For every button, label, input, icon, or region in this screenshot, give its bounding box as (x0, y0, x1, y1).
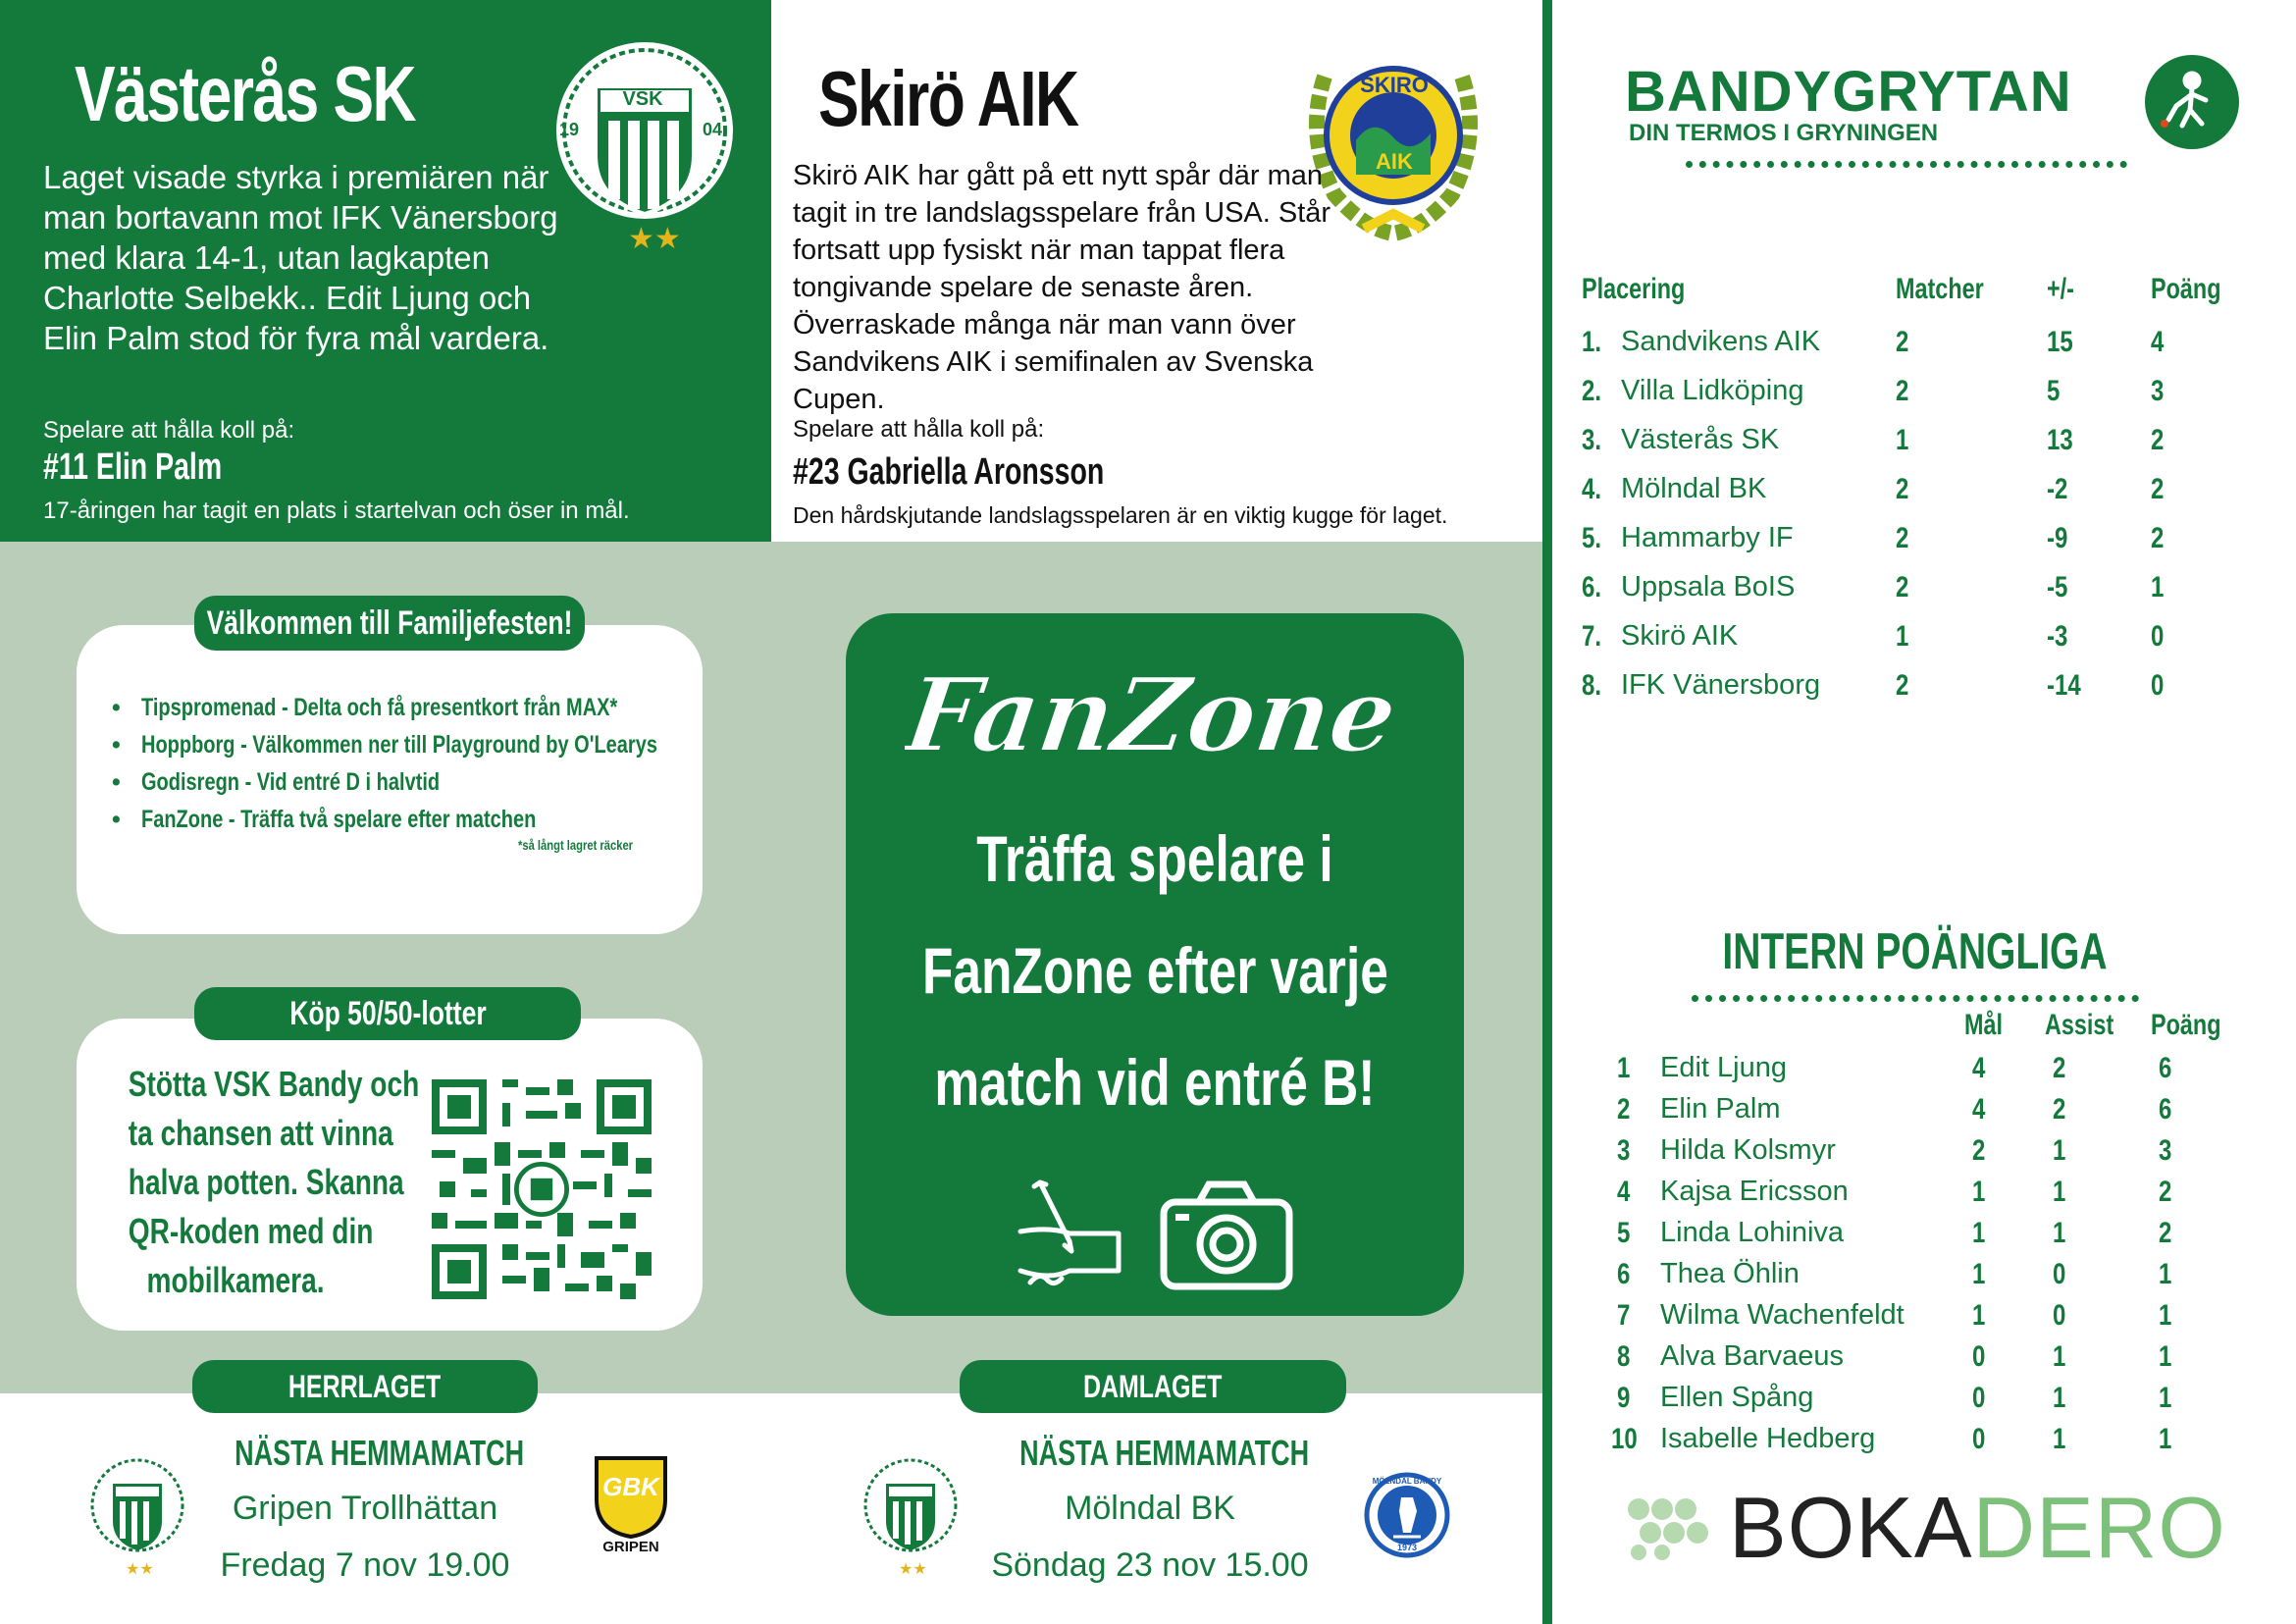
skiro-panel (771, 0, 1542, 542)
damlaget-when: Söndag 23 nov 15.00 (991, 1546, 1309, 1584)
family-title: Välkommen till Familjefesten! (194, 596, 585, 651)
vasteras-watch-desc: 17-åringen har tagit en plats i startelvan och öser in mål. (43, 498, 630, 524)
table-row: 5. Hammarby IF 2 -9 2 (1582, 522, 2165, 554)
molndal-logo-text: MÖLNDAL BANDY (1372, 1477, 1442, 1486)
qr-code[interactable] (432, 1079, 652, 1299)
table-row: 3 Hilda Kolsmyr 2 1 3 (1617, 1134, 2172, 1167)
table-row: 9 Ellen Spång 0 1 1 (1617, 1382, 2172, 1414)
fanzone-line-3: match vid entré B! (934, 1046, 1376, 1119)
sponsor-logo: BOKADERO (1729, 1479, 2226, 1576)
vasteras-panel (0, 0, 771, 542)
table-row: 7 Wilma Wachenfeldt 1 0 1 (1617, 1299, 2172, 1332)
bandy-player-icon (2145, 55, 2239, 149)
list-item: • Hoppborg - Välkommen ner till Playground by O'Learys (112, 726, 786, 763)
list-item: • FanZone - Träffa två spelare efter matchen (112, 801, 786, 838)
herrlaget-subtitle: NÄSTA HEMMAMATCH (235, 1433, 525, 1473)
standings-header-diff: +/- (2047, 273, 2074, 305)
table-row: 10 Isabelle Hedberg 0 1 1 (1611, 1423, 2172, 1455)
herrlaget-opponent: Gripen Trollhättan (232, 1490, 498, 1527)
family-card (77, 625, 703, 934)
points-rows (1611, 1052, 2259, 1464)
vsk-crest-year-right: 04 (703, 120, 723, 139)
standings-header-points: Poäng (2151, 273, 2221, 305)
vsk-crest-small-2 (861, 1456, 960, 1584)
fanzone-logo (905, 653, 1415, 770)
gripen-logo-text: GBK (602, 1472, 659, 1501)
column-divider (1542, 0, 1552, 1624)
skiro-body: Skirö AIK har gått på ett nytt spår där man tagit in tre landslagsspelare från USA. Står fortsatt upp fysiskt när man tappat flera tongivande spelare de senaste åren. Överraskade många när man vann över Sandvikens AIK i semifinalen av Svenska Cupen. (793, 160, 1331, 415)
family-footnote: *så långt lagret räcker (518, 837, 634, 853)
bokadero-dots-icon (1625, 1492, 1723, 1560)
points-header-points: Poäng (2151, 1009, 2221, 1041)
points-title: INTERN POÄNGLIGA (1722, 923, 2108, 980)
table-row: 3. Västerås SK 1 13 2 (1582, 424, 2165, 456)
vasteras-title: Västerås SK (75, 50, 416, 137)
standings-header-position: Placering (1582, 273, 1686, 305)
skiro-crest-bottom: AIK (1376, 149, 1413, 174)
fanzone-logo-text: FanZone (905, 655, 1404, 770)
damlaget-title: DAMLAGET (960, 1360, 1346, 1413)
herrlaget-title: HERRLAGET (192, 1360, 538, 1413)
skiro-watch-name: #23 Gabriella Aronsson (793, 451, 1105, 493)
points-header-assist: Assist (2045, 1009, 2114, 1041)
table-row: 2. Villa Lidköping 2 5 3 (1582, 375, 2165, 407)
bandygrytan-subtitle: DIN TERMOS I GRYNINGEN (1629, 120, 1939, 146)
molndal-logo-year: 1973 (1396, 1543, 1418, 1552)
lotter-card (77, 1019, 703, 1331)
points-header-goals: Mål (1964, 1009, 2004, 1041)
vasteras-watch-label: Spelare att hålla koll på: (43, 417, 295, 444)
herrlaget-when: Fredag 7 nov 19.00 (220, 1546, 510, 1584)
table-row: 8 Alva Barvaeus 0 1 1 (1617, 1340, 2172, 1373)
svg-text:★★: ★★ (628, 222, 681, 256)
table-row: 4 Kajsa Ericsson 1 1 2 (1617, 1176, 2172, 1208)
points-divider (1692, 995, 2139, 1002)
fanzone-line-2: FanZone efter varje (921, 934, 1388, 1007)
list-item: • Tipspromenad - Delta och få presentkort från MAX* (112, 689, 786, 726)
lotter-title: Köp 50/50-lotter (194, 987, 581, 1040)
table-row: 8. IFK Vänersborg 2 -14 0 (1582, 669, 2165, 702)
list-item: • Godisregn - Vid entré D i halvtid (112, 763, 786, 801)
table-row: 1. Sandvikens AIK 2 15 4 (1582, 326, 2165, 358)
table-row: 6 Thea Öhlin 1 0 1 (1617, 1258, 2172, 1290)
skiro-watch-desc: Den hårdskjutande landslagsspelaren är en viktig kugge för laget. (793, 502, 1448, 528)
table-row: 7. Skirö AIK 1 -3 0 (1582, 620, 2165, 653)
gripen-logo-sub: GRIPEN (602, 1539, 659, 1555)
skiro-title: Skirö AIK (818, 55, 1078, 142)
table-row: 6. Uppsala BoIS 2 -5 1 (1582, 571, 2165, 603)
signature-icon (1011, 1173, 1128, 1290)
fanzone-line-1: Träffa spelare i (976, 822, 1333, 895)
damlaget-opponent: Mölndal BK (1065, 1490, 1235, 1527)
family-list (112, 689, 786, 838)
vasteras-body: Laget visade styrka i premiären när man bortavann mot IFK Vänersborg med klara 14-1, utan lagkapten Charlotte Selbekk.. Edit Ljung och Elin Palm stod för fyra mål vardera. (43, 159, 558, 356)
table-row: 4. Mölndal BK 2 -2 2 (1582, 473, 2165, 505)
fanzone-card (846, 613, 1464, 1316)
bandygrytan-divider (1686, 161, 2127, 168)
lotter-text: Stötta VSK Bandy och ta chansen att vinna halva potten. Skanna QR-koden med din mobilkamera. (128, 1064, 420, 1300)
table-row: 5 Linda Lohiniva 1 1 2 (1617, 1217, 2172, 1249)
table-row: 2 Elin Palm 4 2 6 (1617, 1093, 2172, 1126)
standings-header-matches: Matcher (1896, 273, 1984, 305)
bandygrytan-title: BANDYGRYTAN (1625, 60, 2072, 124)
skiro-watch-label: Spelare att hålla koll på: (793, 416, 1045, 443)
vsk-crest-label: VSK (622, 88, 663, 110)
camera-icon (1158, 1175, 1295, 1292)
standings-table (1582, 273, 2269, 724)
vsk-crest-small (88, 1456, 186, 1584)
table-row: 1 Edit Ljung 4 2 6 (1617, 1052, 2172, 1084)
skiro-crest-top: SKIRÖ (1360, 73, 1429, 97)
svg-text:★★: ★★ (126, 1559, 154, 1578)
svg-text:★★: ★★ (899, 1559, 927, 1578)
damlaget-subtitle: NÄSTA HEMMAMATCH (1019, 1433, 1310, 1473)
vasteras-watch-name: #11 Elin Palm (43, 446, 223, 488)
vsk-crest-year-left: 19 (559, 120, 580, 139)
